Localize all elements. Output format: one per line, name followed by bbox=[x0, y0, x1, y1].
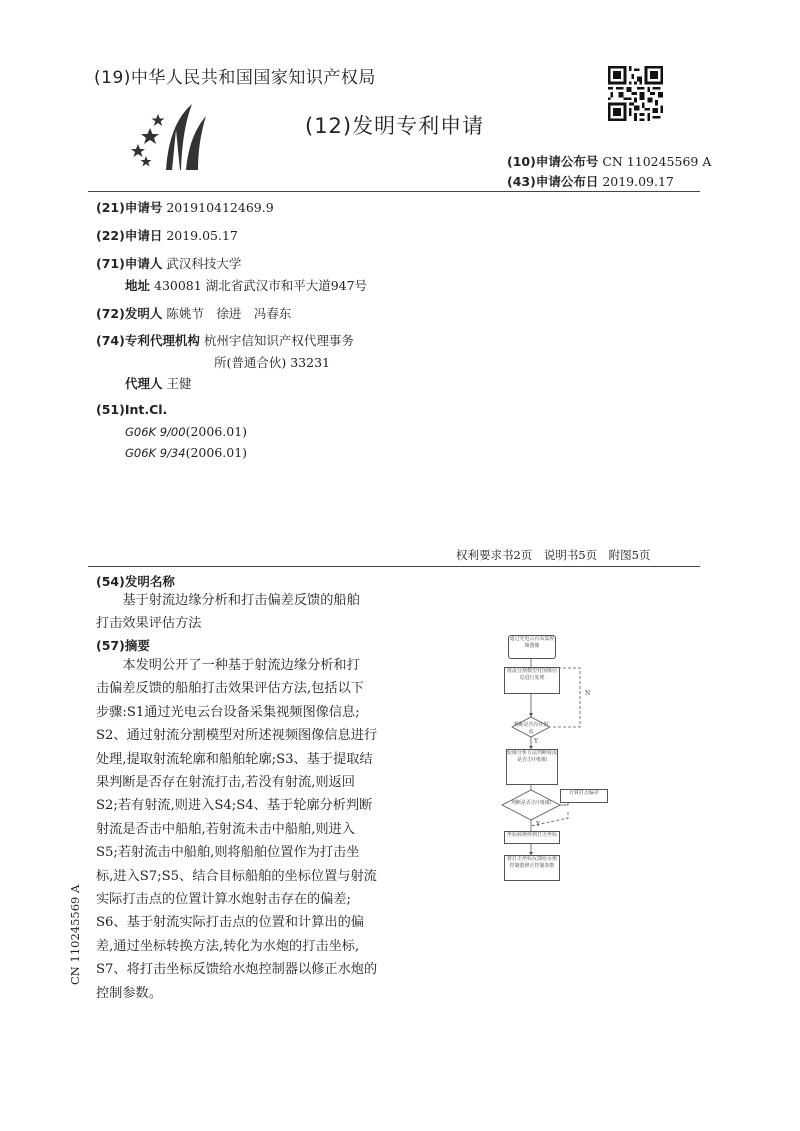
flowchart-step-capture: 通过光电云台采集视频图像 bbox=[508, 635, 556, 659]
document-type: (12)发明专利申请 bbox=[305, 114, 485, 138]
agent bbox=[125, 374, 192, 392]
flowchart-label-n: N bbox=[585, 690, 591, 697]
pages-divider bbox=[88, 566, 700, 567]
inventors bbox=[96, 304, 291, 322]
application-date bbox=[96, 226, 238, 244]
abstract-line: 步骤:S1通过光电云台设备采集视频图像信息; bbox=[96, 704, 360, 720]
title-label: (54)发明名称 bbox=[96, 574, 175, 589]
application-date-label: (22)申请日 bbox=[96, 228, 163, 243]
abstract-line: S6、基于射流实际打击点的位置和计算出的偏 bbox=[96, 915, 364, 931]
ipc-class-2 bbox=[125, 445, 247, 460]
flowchart-decision-jet: 判断是否存在射流 bbox=[513, 722, 549, 735]
ipc-class-1-code: G06K 9/00 bbox=[125, 425, 186, 439]
applicant-label: (71)申请人 bbox=[96, 256, 163, 271]
publication-number bbox=[507, 152, 711, 170]
patent-agency-line1: 杭州宇信知识产权代理事务 bbox=[203, 333, 354, 348]
abstract-line: 本发明公开了一种基于射流边缘分析和打 bbox=[122, 658, 360, 673]
abstract-label: (57)摘要 bbox=[96, 638, 150, 653]
applicant bbox=[96, 254, 241, 272]
publication-date-value: 2019.09.17 bbox=[602, 174, 674, 189]
abstract-flowchart bbox=[498, 635, 608, 880]
invention-title bbox=[96, 589, 386, 636]
ipc-label: (51)Int.Cl. bbox=[96, 402, 168, 417]
abstract-body bbox=[96, 654, 386, 1005]
flowchart-label-y2: Y bbox=[536, 821, 540, 828]
address-value: 430081 湖北省武汉市和平大道947号 bbox=[154, 278, 368, 293]
invention-title-line1: 基于射流边缘分析和打击偏差反馈的船舶 bbox=[122, 593, 360, 608]
abstract-line: S5;若射流击中船舶,则将船舶位置作为打击坐 bbox=[96, 845, 360, 861]
agent-value: 王健 bbox=[166, 376, 192, 391]
flowchart-step-feedback: 将打击坐标反馈给水炮控制器修正控制参数 bbox=[504, 855, 560, 881]
inventors-value: 陈姚节 徐进 冯春东 bbox=[166, 306, 292, 321]
application-number-value: 201910412469.9 bbox=[166, 200, 274, 215]
flowchart-step-coordinate-transform: 坐标转换得到打击坐标 bbox=[504, 831, 560, 844]
header-divider bbox=[88, 191, 700, 192]
flowchart-step-contour-analysis: 轮廓分析方法判断射流是否击中船舶 bbox=[506, 749, 558, 785]
flowchart-decision-hit: 判断是否击中船舶 bbox=[510, 800, 551, 806]
publication-date-label: (43)申请公布日 bbox=[507, 174, 599, 189]
invention-title-line2: 打击效果评估方法 bbox=[96, 616, 202, 632]
flowchart-step-segmentation: 射流分割模型对图像信息进行处理 bbox=[504, 667, 560, 694]
office-name: (19)中华人民共和国国家知识产权局 bbox=[94, 68, 376, 88]
publication-number-value: CN 110245569 A bbox=[602, 154, 712, 169]
application-number-label: (21)申请号 bbox=[96, 200, 163, 215]
abstract-line: 击偏差反馈的船舶打击效果评估方法,包括以下 bbox=[96, 681, 364, 697]
ipc-class-1-version: (2006.01) bbox=[185, 424, 248, 439]
abstract-line: 射流是否击中船舶,若射流未击中船舶,则进入 bbox=[96, 821, 355, 837]
abstract-line: 处理,提取射流轮廓和船舶轮廓;S3、基于提取结 bbox=[96, 751, 373, 767]
flowchart-label-y: Y bbox=[534, 738, 538, 745]
abstract-line: S7、将打击坐标反馈给水炮控制器以修正水炮的 bbox=[96, 962, 378, 978]
qr-code bbox=[608, 66, 663, 121]
ipc-class-1 bbox=[125, 424, 247, 439]
cnipa-logo bbox=[128, 100, 208, 170]
abstract-line: S2;若有射流,则进入S4;S4、基于轮廓分析判断 bbox=[96, 798, 373, 814]
abstract-line: 差,通过坐标转换方法,转化为水炮的打击坐标, bbox=[96, 938, 360, 954]
abstract-line: 实际打击点的位置计算水炮射击存在的偏差; bbox=[96, 892, 352, 908]
publication-date bbox=[507, 172, 674, 190]
application-number bbox=[96, 198, 274, 216]
publication-number-label: (10)申请公布号 bbox=[507, 154, 599, 169]
flowchart-step-deviation: 计算打击偏差 bbox=[560, 789, 608, 803]
abstract-line: S2、通过射流分割模型对所述视频图像信息进行 bbox=[96, 728, 378, 744]
page-counts: 权利要求书2页 说明书5页 附图5页 bbox=[456, 548, 651, 562]
applicant-value: 武汉科技大学 bbox=[166, 256, 242, 271]
application-date-value: 2019.05.17 bbox=[166, 228, 238, 243]
patent-agency-line2: 所(普通合伙) 33231 bbox=[214, 355, 330, 370]
ipc-class-2-version: (2006.01) bbox=[185, 445, 248, 460]
patent-agency-label: (74)专利代理机构 bbox=[96, 333, 200, 348]
address bbox=[125, 276, 367, 294]
abstract-line: 果判断是否存在射流打击,若没有射流,则返回 bbox=[96, 775, 355, 791]
side-publication-number: CN 110245569 A bbox=[68, 884, 82, 985]
agent-label: 代理人 bbox=[125, 376, 163, 391]
address-label: 地址 bbox=[125, 278, 151, 293]
inventors-label: (72)发明人 bbox=[96, 306, 163, 321]
abstract-line: 控制参数。 bbox=[96, 985, 162, 1001]
patent-agency bbox=[96, 331, 354, 349]
ipc-class-2-code: G06K 9/34 bbox=[125, 446, 186, 460]
abstract-line: 标,进入S7;S5、结合目标船舶的坐标位置与射流 bbox=[96, 868, 377, 884]
